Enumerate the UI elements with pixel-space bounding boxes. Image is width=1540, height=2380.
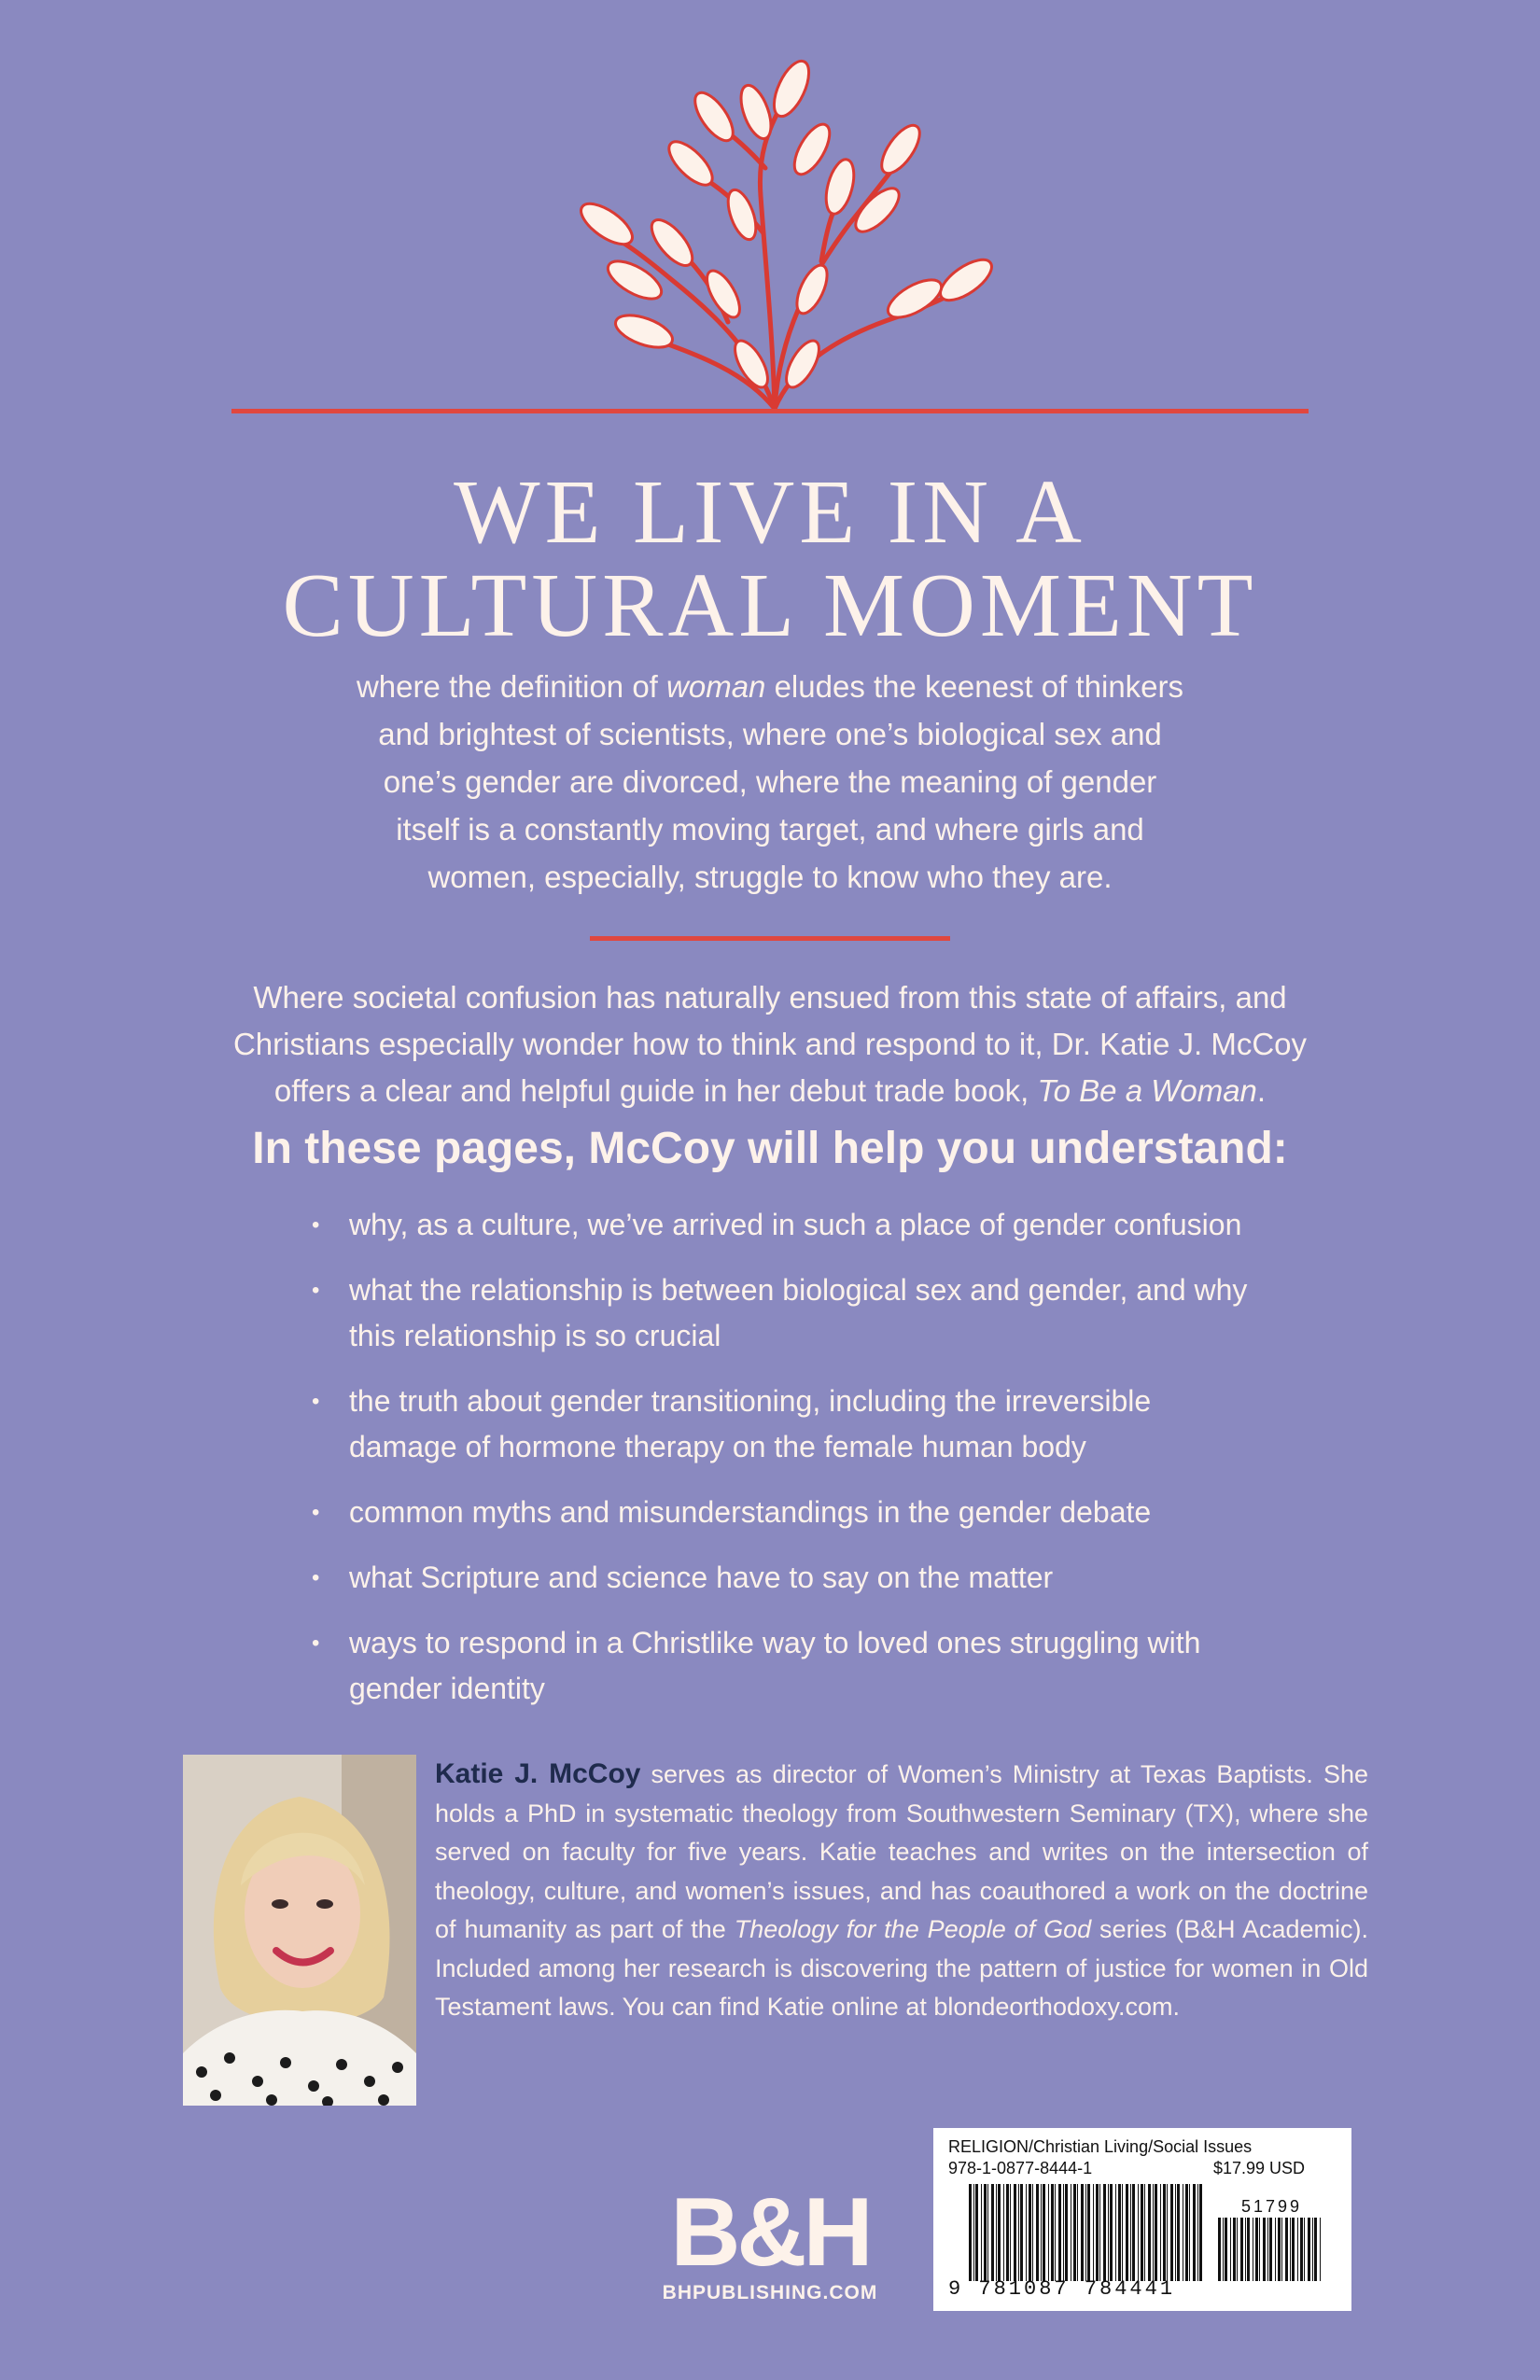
list-item-text: damage of hormone therapy on the female human body [349,1430,1086,1463]
barcode-bar [1267,2218,1268,2281]
author-bio [435,1755,1368,2027]
barcode-bar [1099,2184,1100,2281]
barcode-bar [1263,2218,1266,2281]
barcode-bar [1269,2218,1272,2281]
isbn-barcode [933,2128,1351,2311]
top-divider [231,409,1309,413]
barcode-bar [1141,2184,1143,2281]
barcode-bar [1118,2184,1121,2281]
list-item-text: why, as a culture, we’ve arrived in such a place of gender confusion [349,1208,1242,1241]
barcode-bar [1003,2184,1004,2281]
series-title: Theology for the People of God [734,1915,1092,1943]
barcode-bar [1255,2218,1258,2281]
barcode-isbn: 978-1-0877-8444-1 [948,2159,1093,2177]
barcode-bar [1108,2184,1109,2281]
bullet-icon: • [312,1500,320,1525]
barcode-bar [1308,2218,1310,2281]
barcode-bar [996,2184,997,2281]
barcode-bar [1278,2218,1281,2281]
intro-line: itself is a constantly moving target, and where girls and [396,812,1144,847]
barcode-bar [1320,2218,1321,2281]
barcode-bar [1153,2184,1154,2281]
barcode-bar [1304,2218,1305,2281]
list-item-text: the truth about gender transitioning, including the irreversible [349,1384,1152,1418]
intro-paragraph [257,663,1283,901]
barcode-bar [1297,2218,1298,2281]
barcode-bar [1245,2218,1246,2281]
bio-text: series (B&H Academic). Included among her research is discovering the pattern of justice for women in Old Testament laws. You can find Katie online at blondeorthodoxy.com. [435,1915,1368,2021]
barcode-bar [1185,2184,1188,2281]
barcode-bar [1065,2184,1068,2281]
barcode-bar [1163,2184,1166,2281]
bullet-icon: • [312,1212,320,1238]
list-item [308,1379,1316,1470]
list-item [308,1555,1316,1601]
barcode-bar [1275,2218,1276,2281]
barcode-number: 9 781087 784441 [948,2277,1176,2301]
barcode-bar [1144,2184,1145,2281]
barcode-bar [1292,2218,1295,2281]
barcode-bar [1175,2184,1176,2281]
barcode-bar [1029,2184,1031,2281]
barcode-bar [1063,2184,1064,2281]
barcode-bar [1058,2184,1061,2281]
barcode-bar [1110,2184,1113,2281]
barcode-bar [1193,2184,1196,2281]
barcode-bar [1032,2184,1033,2281]
barcode-bar [1018,2184,1019,2281]
barcode-bar [1223,2218,1224,2281]
publisher-logo [644,2178,896,2305]
list-item-text: common myths and misunderstandings in the gender debate [349,1495,1152,1529]
intro-text: eludes the keenest of thinkers [765,669,1184,704]
barcode-bar [1073,2184,1076,2281]
barcode-bar [1093,2184,1094,2281]
barcode-bar [1077,2184,1078,2281]
barcode-bar [1155,2184,1157,2281]
barcode-bar [1314,2218,1317,2281]
headline-line-1: WE LIVE IN A [454,462,1086,563]
barcode-bar [991,2184,994,2281]
barcode-bar [1126,2184,1128,2281]
summary-line: Christians especially wonder how to think and respond to it, Dr. Katie J. McCoy [232,1027,1308,1061]
list-item [308,1620,1316,1712]
middle-divider [590,936,950,941]
barcode-bar [1026,2184,1027,2281]
intro-line [257,663,1283,710]
bullet-icon: • [312,1565,320,1590]
barcode-bar [1081,2184,1084,2281]
barcode-bar [1085,2184,1086,2281]
headline-line-2: CULTURAL MOMENT [282,555,1258,656]
list-item [308,1490,1316,1535]
barcode-bar [1237,2218,1238,2281]
author-photo [183,1755,416,2106]
barcode-bar [1300,2218,1303,2281]
barcode-bar [1132,2184,1135,2281]
barcode-bar [1225,2218,1227,2281]
barcode-bar [1177,2184,1180,2281]
barcode-bar [975,2184,978,2281]
barcode-bars [969,2184,1202,2281]
bullet-list [308,1202,1316,1731]
barcode-bar [1020,2184,1023,2281]
book-title: To Be a Woman [1037,1073,1257,1108]
list-item-text: ways to respond in a Christlike way to loved ones struggling with [349,1626,1201,1659]
barcode-bar [1189,2184,1190,2281]
barcode-bar [1281,2218,1282,2281]
bullet-icon: • [312,1631,320,1656]
summary-line: Where societal confusion has naturally ensued from this state of affairs, and [253,980,1287,1015]
list-item-text: what the relationship is between biological sex and gender, and why [349,1273,1248,1307]
publisher-logo-mark: B&H [670,2178,870,2287]
barcode-bar [1230,2218,1231,2281]
barcode-bar [1055,2184,1056,2281]
barcode-bar [1048,2184,1049,2281]
intro-line: and brightest of scientists, where one’s biological sex and [378,717,1162,751]
bullets-heading: In these pages, McCoy will help you understand: [252,1124,1288,1173]
barcode-bar [1247,2218,1250,2281]
barcode-bar [1170,2184,1173,2281]
bullet-icon: • [312,1389,320,1414]
barcode-bar [981,2184,982,2281]
barcode-bar [969,2184,972,2281]
barcode-addon-bars [1218,2218,1321,2281]
barcode-bar [1096,2184,1099,2281]
barcode-bar [1043,2184,1045,2281]
barcode-bar [998,2184,1001,2281]
barcode-bar [1285,2218,1288,2281]
barcode-bar [1240,2218,1243,2281]
barcode-bar [1197,2184,1198,2281]
barcode-price: $17.99 USD [1213,2159,1306,2177]
intro-line: women, especially, struggle to know who they are. [427,860,1113,894]
list-item [308,1267,1316,1359]
barcode-bar [973,2184,974,2281]
barcode-bar [1041,2184,1042,2281]
bio-text: serves as director of Women’s Ministry at Texas Baptists. She holds a PhD in systematic theology from Southwestern Seminary (TX), where she served on faculty for five years. Katie teaches and writes on the intersection of theology, culture, and women’s issues, and has coauthored a work on the doctrine of humanity as part of the [435,1760,1368,1943]
list-item-text: this relationship is so crucial [349,1319,721,1352]
barcode-bar [1199,2184,1202,2281]
barcode-bar [1148,2184,1151,2281]
intro-emphasis: woman [666,669,766,704]
barcode-bar [1122,2184,1123,2281]
barcode-bar [1312,2218,1313,2281]
barcode-bar [1036,2184,1039,2281]
list-item-text: gender identity [349,1672,545,1705]
barcode-bar [1167,2184,1168,2281]
barcode-bar [987,2184,988,2281]
barcode-bar [1115,2184,1116,2281]
summary-line [140,1068,1400,1114]
barcode-bar [1290,2218,1291,2281]
intro-line: one’s gender are divorced, where the meaning of gender [383,764,1157,799]
barcode-bar [984,2184,987,2281]
barcode-bar [1010,2184,1011,2281]
list-item-text: what Scripture and science have to say on the matter [349,1561,1054,1594]
intro-text: where the definition of [356,669,667,704]
barcode-bar [1103,2184,1106,2281]
barcode-bar [1006,2184,1009,2281]
barcode-addon-number: 51799 [1241,2197,1303,2216]
summary-text: . [1256,1073,1267,1108]
barcode-bar [1233,2218,1236,2281]
barcode-bar [1259,2218,1260,2281]
list-item [308,1202,1316,1248]
summary-paragraph [140,974,1400,1114]
leafy-branch-illustration [541,56,1008,411]
barcode-bar [1138,2184,1139,2281]
author-name: Katie J. McCoy [435,1758,641,1789]
bullet-icon: • [312,1278,320,1303]
barcode-bar [1130,2184,1131,2281]
barcode-bar [1014,2184,1016,2281]
barcode-bar [1160,2184,1161,2281]
summary-text: offers a clear and helpful guide in her debut trade book, [273,1073,1038,1108]
barcode-bar [1218,2218,1221,2281]
barcode-bar [1051,2184,1054,2281]
barcode-bar [1087,2184,1090,2281]
barcode-category: RELIGION/Christian Living/Social Issues [948,2137,1253,2156]
publisher-url: BHPUBLISHING.COM [662,2282,878,2303]
